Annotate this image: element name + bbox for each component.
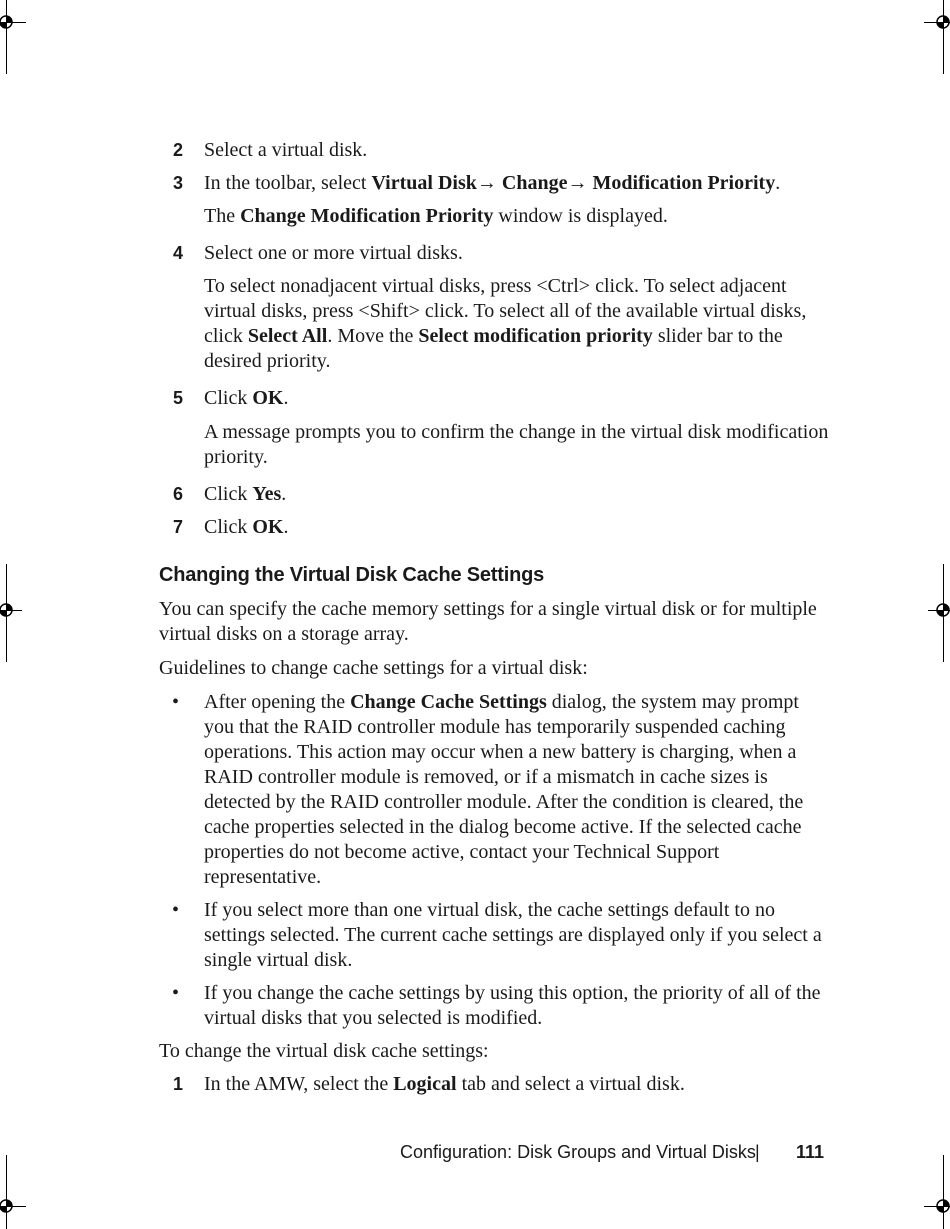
ui-term-virtual-disk: Virtual Disk bbox=[371, 172, 477, 194]
step-number: 2 bbox=[173, 140, 184, 160]
ui-term-change-modification-priority: Change Modification Priority bbox=[240, 205, 494, 227]
ui-term-modification-priority: Modification Priority bbox=[592, 172, 776, 194]
step-text: In the toolbar, select bbox=[204, 172, 372, 194]
bullet-icon: • bbox=[172, 691, 180, 713]
bullet-text: dialog, the system may prompt you that the RAID controller module has temporarily suspended caching operations. This action may occur when a new battery is charging, when a RAID controller module is removed, or if a mismatch in cache sizes is detected by the RAID controller module. After the condition is cleared, the cache properties selected in the dialog become active. If the selected cache properties do not become active, contact your Technical Support representative. bbox=[204, 691, 804, 888]
ui-term-change: Change bbox=[501, 172, 568, 194]
ui-term-select-modification-priority: Select modification priority bbox=[418, 325, 653, 347]
ui-term-yes: Yes bbox=[252, 483, 282, 505]
guideline-bullet bbox=[159, 981, 829, 1031]
step-3 bbox=[159, 171, 829, 196]
step-text: Select a virtual disk. bbox=[204, 139, 368, 161]
step-5 bbox=[159, 386, 829, 411]
step-4 bbox=[159, 241, 829, 266]
step-7 bbox=[159, 515, 829, 540]
step-text: slider bar to the desired priority. bbox=[204, 325, 783, 372]
footer-separator: | bbox=[755, 1142, 760, 1162]
ui-term-logical: Logical bbox=[393, 1073, 457, 1095]
step-text: . bbox=[281, 483, 287, 505]
arrow-icon: → bbox=[567, 172, 593, 194]
step-1 bbox=[159, 1072, 829, 1097]
guidelines-label: Guidelines to change cache settings for a virtual disk: bbox=[159, 657, 588, 679]
step-text: . bbox=[775, 172, 781, 194]
step-5-result: A message prompts you to confirm the change in the virtual disk modification priority. bbox=[204, 421, 829, 468]
step-text: window is displayed. bbox=[493, 205, 668, 227]
step-number: 1 bbox=[173, 1074, 184, 1094]
step-number: 7 bbox=[173, 517, 184, 537]
bullet-icon: • bbox=[172, 982, 180, 1004]
step-text: . bbox=[283, 387, 289, 409]
ui-term-select-all: Select All bbox=[247, 325, 328, 347]
step-number: 4 bbox=[173, 243, 184, 263]
footer-chapter-title: Configuration: Disk Groups and Virtual Disks bbox=[400, 1142, 756, 1162]
step-text: To select nonadjacent virtual disks, press <Ctrl> click. To select adjacent virtual disks, press <Shift> click. To select all of the available virtual disks, click bbox=[204, 275, 807, 347]
step-4-details bbox=[159, 274, 829, 374]
page-content bbox=[159, 138, 829, 1097]
step-text: Click bbox=[204, 516, 253, 538]
step-text: . Move the bbox=[327, 325, 419, 347]
bullet-icon: • bbox=[172, 899, 180, 921]
step-text: Select one or more virtual disks. bbox=[204, 242, 463, 264]
step-text: tab and select a virtual disk. bbox=[456, 1073, 685, 1095]
step-text: The bbox=[204, 205, 241, 227]
bullet-text: If you change the cache settings by using this option, the priority of all of the virtual disks that you selected is modified. bbox=[204, 982, 821, 1029]
procedure-label: To change the virtual disk cache settings: bbox=[159, 1040, 489, 1062]
step-number: 6 bbox=[173, 484, 184, 504]
step-6 bbox=[159, 482, 829, 507]
ui-term-ok: OK bbox=[252, 387, 284, 409]
ui-term-ok: OK bbox=[252, 516, 284, 538]
step-number: 5 bbox=[173, 388, 184, 408]
page-footer bbox=[400, 1140, 830, 1166]
section-heading: Changing the Virtual Disk Cache Settings bbox=[159, 564, 545, 586]
step-text: . bbox=[283, 516, 289, 538]
guideline-bullet bbox=[159, 690, 829, 890]
bullet-text: After opening the bbox=[204, 691, 351, 713]
step-text: Click bbox=[204, 483, 253, 505]
step-number: 3 bbox=[173, 173, 184, 193]
guideline-bullet bbox=[159, 898, 829, 973]
step-text: Click bbox=[204, 387, 253, 409]
page-number: 111 bbox=[796, 1142, 825, 1162]
step-2 bbox=[159, 138, 829, 163]
step-3-result bbox=[159, 204, 829, 229]
arrow-icon: → bbox=[476, 172, 502, 194]
bullet-text: If you select more than one virtual disk, the cache settings default to no settings selected. The current cache settings are displayed only if you select a single virtual disk. bbox=[204, 899, 822, 971]
section-intro: You can specify the cache memory settings for a single virtual disk or for multiple virtual disks on a storage array. bbox=[159, 598, 817, 645]
step-text: In the AMW, select the bbox=[204, 1073, 394, 1095]
ui-term-change-cache-settings: Change Cache Settings bbox=[350, 691, 547, 713]
